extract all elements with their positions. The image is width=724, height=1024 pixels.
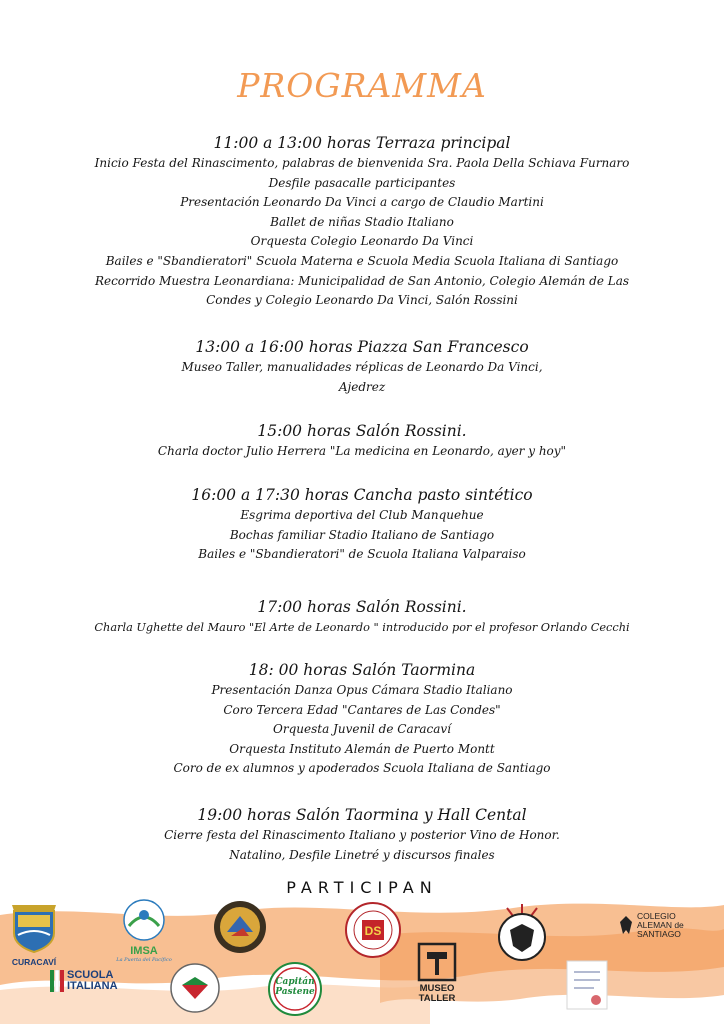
section-heading: 16:00 a 17:30 horas Cancha pasto sintético bbox=[191, 486, 533, 504]
schedule-section bbox=[0, 484, 724, 565]
curacavi-logo bbox=[8, 905, 60, 965]
section-heading: 17:00 horas Salón Rossini. bbox=[257, 598, 467, 616]
section-line: Coro de ex alumnos y apoderados Scuola Italiana de Santiago bbox=[173, 761, 551, 776]
document-seal-icon bbox=[566, 960, 608, 1010]
section-heading: 19:00 horas Salón Taormina y Hall Cental bbox=[197, 806, 527, 824]
section-line: Charla doctor Julio Herrera "La medicina en Leonardo, ayer y hoy" bbox=[157, 444, 567, 458]
leonardo-school-seal-icon bbox=[213, 900, 267, 954]
instituto-aleman-puerto-montt-seal-icon bbox=[345, 902, 401, 958]
section-line: Orquesta Colegio Leonardo Da Vinci bbox=[250, 234, 474, 249]
italy-flag-icon bbox=[50, 970, 64, 992]
section-line: Inicio Festa del Rinascimento, palabras de bienvenida Sra. Paola Della Schiava Furnaro bbox=[94, 156, 630, 170]
section-line: Presentación Leonardo Da Vinci a cargo de Claudio Martini bbox=[180, 195, 544, 210]
section-line: Recorrido Muestra Leonardiana: Municipalidad de San Antonio, Colegio Alemán de Las bbox=[94, 273, 630, 288]
aleman-label: ALEMAN de bbox=[637, 920, 684, 930]
schedule-section bbox=[0, 336, 724, 397]
curacavi-shield-icon bbox=[8, 905, 60, 953]
schedule-section bbox=[0, 659, 724, 779]
eagle-icon bbox=[618, 914, 634, 936]
section-line: Desfile pasacalle participantes bbox=[268, 175, 456, 190]
section-line: Museo Taller, manualidades réplicas de Leonardo Da Vinci, bbox=[181, 360, 543, 374]
imsa-subtitle: La Puerta del Pacífico bbox=[116, 957, 172, 963]
schedule-section bbox=[0, 132, 724, 311]
section-line: Bochas familiar Stadio Italiano de Santiago bbox=[229, 527, 495, 542]
section-heading: 13:00 a 16:00 horas Piazza San Francesco bbox=[195, 338, 529, 356]
taller-label: TALLER bbox=[418, 993, 456, 1004]
section-line: Ajedrez bbox=[338, 379, 386, 394]
section-line: Coro Tercera Edad "Cantares de Las Condes" bbox=[223, 702, 501, 717]
fencing-eagle-crest-icon bbox=[495, 902, 549, 962]
ds-monogram: DS bbox=[364, 924, 382, 938]
capitan-pastene-logo bbox=[268, 962, 322, 1016]
santiago-label: SANTIAGO bbox=[637, 929, 681, 939]
imsa-label: IMSA bbox=[130, 945, 158, 957]
schedule-section bbox=[0, 420, 724, 462]
pastene-label: Pastene bbox=[275, 987, 315, 997]
section-line: Presentación Danza Opus Cámara Stadio Italiano bbox=[211, 683, 513, 697]
curacavi-label: CURACAVÍ bbox=[11, 957, 57, 967]
scuola-italiana-logo bbox=[50, 970, 125, 1004]
participants-title: PARTICIPAN bbox=[286, 878, 438, 897]
section-heading: 18: 00 horas Salón Taormina bbox=[248, 661, 476, 679]
section-line: Orquesta Juvenil de Caracaví bbox=[273, 722, 451, 737]
imsa-emblem-icon bbox=[113, 898, 175, 942]
italiana-label: ITALIANA bbox=[67, 980, 118, 992]
section-line: Esgrima deportiva del Club Manquehue bbox=[240, 508, 484, 522]
section-line: Bailes e "Sbandieratori" de Scuola Italiana Valparaiso bbox=[198, 547, 526, 562]
colegio-aleman-santiago-logo bbox=[618, 912, 718, 942]
museo-taller-logo bbox=[412, 942, 462, 1008]
colegio-label: COLEGIO bbox=[637, 911, 676, 921]
museo-label: MUSEO bbox=[419, 983, 455, 994]
schedule-section bbox=[0, 596, 724, 638]
section-line: Charla Ughette del Mauro "El Arte de Leonardo " introducido por el profesor Orlando Cecchi bbox=[94, 621, 630, 634]
section-line: Bailes e "Sbandieratori" Scuola Materna e Scuola Media Scuola Italiana di Santiago bbox=[105, 253, 619, 268]
hammer-icon bbox=[417, 942, 457, 982]
section-line: Ballet de niñas Stadio Italiano bbox=[270, 214, 454, 229]
section-heading: 15:00 horas Salón Rossini. bbox=[257, 422, 467, 440]
section-line: Natalino, Desfile Linetré y discursos finales bbox=[229, 847, 495, 862]
scuola-label: SCUOLA bbox=[67, 969, 114, 981]
program-title: PROGRAMMA bbox=[237, 66, 487, 105]
scuola-italiana-badge-icon bbox=[170, 963, 220, 1013]
schedule-section bbox=[0, 804, 724, 865]
section-heading: 11:00 a 13:00 horas Terraza principal bbox=[213, 134, 511, 152]
section-line: Cierre festa del Rinascimento Italiano y posterior Vino de Honor. bbox=[164, 828, 560, 842]
section-line: Orquesta Instituto Alemán de Puerto Montt bbox=[229, 741, 495, 756]
capitan-label: Capitán bbox=[275, 977, 315, 987]
imsa-logo bbox=[113, 898, 175, 963]
section-line: Condes y Colegio Leonardo Da Vinci, Salón Rossini bbox=[206, 293, 518, 308]
